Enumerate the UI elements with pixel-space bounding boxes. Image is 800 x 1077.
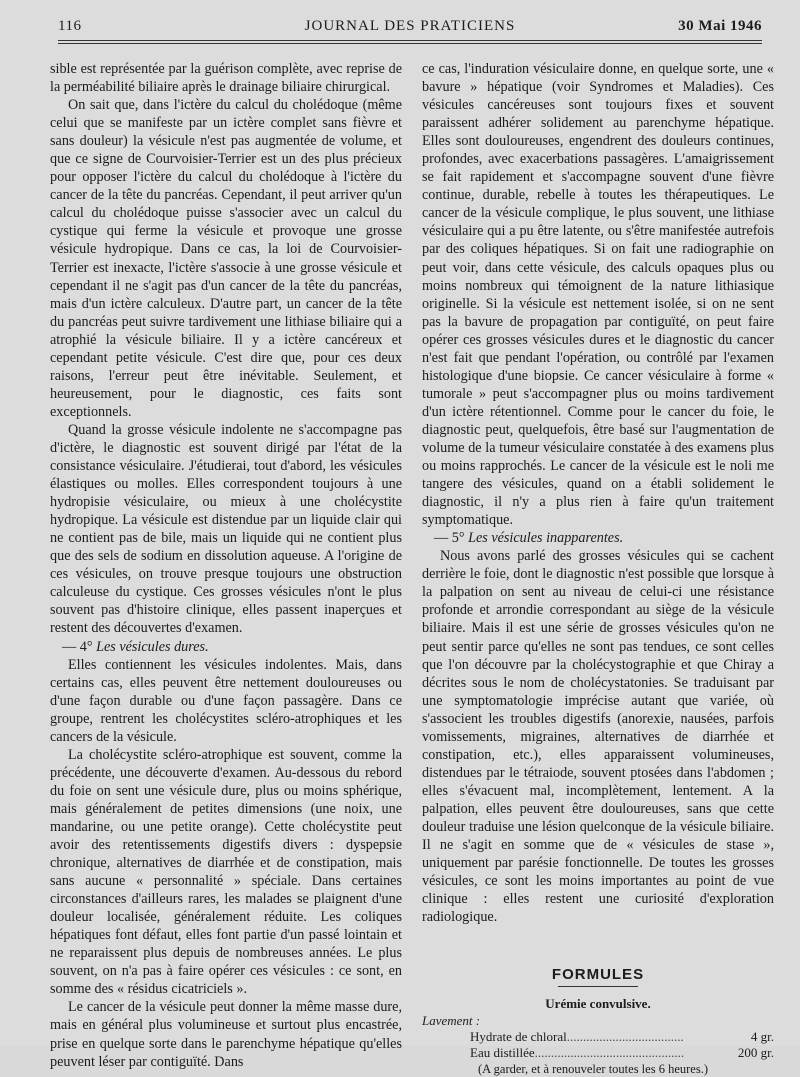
paragraph: Le cancer de la vésicule peut donner la même masse dure, mais en général plus volumineuse et surtout plus encastrée, prise en quelque sorte dans le parenchyme hépatique qu'elles peuvent léser par contiguïté. Dans [50,999,402,1070]
journal-title: JOURNAL DES PRATICIENS [304,18,516,34]
prescription-category: Lavement : [422,1013,481,1029]
formules-rule [558,986,638,987]
prescription-note: (A garder, et à renouveler toutes les 6 heures.) [478,1062,708,1077]
paragraph: Nous avons parlé des grosses vésicules qui se cachent derrière le foie, dont le diagnostic n'est possible que lorsque à la palpation on sent au niveau de celui-ci une résistance profonde et arrondie correspondant au siège de la vésicule biliaire. Mais il est une série de grosses vésicules qu'on ne peut sentir parce qu'elles ne sont pas tendues, ce sont celles que l'on découvre par la cholécystographie et que Chiray a décrites sous le nom de cholécystatonies. Se traduisant par une symptomatologie imprécise autant que variée, où s'associent les troubles digestifs (anorexie, nausées, parfois vomissements, migraines, alternatives de diarrhée et constipation, etc.), elles apparaissent volumineuses, distendues par le tétraiode, souvent ptosées dans l'abdomen ; elles s'évacuent mal, incomplètement, lentement. A la palpation, elles peuvent être douloureuses, sans que cette douleur traduise une lésion quelconque de la vésicule biliaire. Il ne s'agit en somme que de « vésicules de stase », uniquement par parésie fonctionnelle. De toutes les grosses vésicules, ce sont les moins importantes au point de vue clinique : elles restent une curiosité d'exploration radiologique. [422,548,774,926]
prescription-title: Urémie convulsive. [545,996,651,1012]
ingredient-name: Eau distillée [470,1045,535,1061]
formules-heading: FORMULES [551,966,645,984]
section-title: Les vésicules dures. [96,638,209,655]
section-heading-5 [422,529,774,547]
prescription-item [422,1029,774,1045]
paragraph: Quand la grosse vésicule indolente ne s'accompagne pas d'ictère, le diagnostic est souvent dirigé par l'état de la consistance vésiculaire. J'étudierai, tout d'abord, les vésicules élastiques ou molles. Elles correspondent toujours à une hydropisie vésiculaire, ou mieux à une cholécystite hydropique. La vésicule est distendue par un liquide clair qui ne contient pas de bile, mais un liquide qui ne contient plus que des sels de sodium en dissolution aqueuse. A l'origine de ces vésicules, on trouve presque toujours une obstruction calculeuse du cystique. Ces grosses vésicules n'ont le plus souvent pas d'histoire clinique, elles passent inaperçues et restent des découvertes d'examen. [50,421,402,637]
paragraph: sible est représentée par la guérison complète, avec reprise de la perméabilité biliaire après le drainage biliaire chirurgical. [50,61,402,96]
ingredient-name: Hydrate de chloral [470,1029,567,1045]
issue-date: 30 Mai 1946 [678,18,762,34]
page-header [58,14,762,40]
right-column [422,60,774,1077]
header-rule-double [58,43,762,44]
paragraph: La cholécystite scléro-atrophique est souvent, comme la précédente, une découverte d'examen. Au-dessous du rebord du foie on sent une vésicule dure, plus ou moins sphérique, mais généralement de petites dimensions (une noix, une mandarine, ou une petite orange). Cette cholécystite peut avoir des retentissements digestifs divers : dyspepsie chronique, alternatives de diarrhée et de constipation, mais sans aucune « personnalité » spéciale. Dans certaines circonstances d'ailleurs rares, les malades se plaignent d'une douleur localisée, généralement réduite. Les coliques hépatiques font défaut, elles font partie d'un passé lointain et ne reparaissent plus depuis de nombreuses années. Le plus souvent, on n'a pas à faire opérer ces vésicules : ce sont, en somme des « résidus cicatriciels ». [50,746,402,998]
leader-dots: .............................................. [534,1045,685,1061]
left-column [50,60,402,1071]
paragraph: Elles contiennent les vésicules indolentes. Mais, dans certains cas, elles peuvent être nettement douloureuses ou d'une façon durable ou d'une façon passagère. Dans ce groupe, rentrent les cholécystites scléro-atrophiques et les cancers de la vésicule. [50,656,402,745]
section-prefix: — 5° [434,530,469,547]
section-prefix: — 4° [62,638,97,655]
ingredient-quantity: 4 gr. [750,1029,774,1045]
section-title: Les vésicules inapparentes. [468,530,624,547]
paragraph: On sait que, dans l'ictère du calcul du cholédoque (même celui que se manifeste par un ictère complet sans fièvre et sans douleur) la vésicule n'est pas augmentée de volume, et que ce signe de Courvoisier-Terrier est un des plus précieux pour opposer l'ictère du calcul du cholédoque à l'ictère du cancer de la tête du pancréas. Cependant, il peut arriver qu'un calcul du cholédoque puisse s'associer avec un calcul du cystique qui ferme la vésicule et provoque une grosse vésicule hydropique. Dans ce cas, la loi de Courvoisier-Terrier est inexacte, l'ictère s'associe à une grosse vésicule et cependant il ne s'agit pas d'un cancer de la tête du pancréas, mais d'un ictère calculeux. D'autre part, un cancer de la tête du pancréas peut suivre tardivement une lithiase biliaire qui a atrophié la vésicule biliaire. Il y a ictère cancéreux et cependant petite vésicule. C'est dire que, pour ces deux raisons, l'erreur peut être inévitable. Seulement, et heureusement, pour le diagnostic, ces faits sont exceptionnels. [50,97,402,420]
paragraph: ce cas, l'induration vésiculaire donne, en quelque sorte, une « bavure » hépatique (voir Syndromes et Maladies). Ces vésicules cancéreuses sont toujours fixes et souvent paraissent adhérer solidement au parenchyme hépatique. Elles sont douloureuses, engendrent des douleurs continues, profondes, avec exacerbations passagères. L'amaigrissement se fait rapidement et s'accompagne souvent d'une fièvre continue, durable, rebelle à toutes les thérapeutiques. Le cancer de la vésicule complique, le plus souvent, une lithiase vésiculaire qui a pu être latente, ou s'être manifestée autrefois par des coliques hépatiques. Si on fait une radiographie on peut voir, dans cette vésicule, des calculs opaques plus ou moins nombreux qui témoignent de la nature lithiasique originelle. Si la vésicule est nettement isolée, si on ne sent pas la bavure de propagation par contiguïté, on peut faire opérer ces grosses vésicules dures et le diagnostic du cancer n'est fait que pendant l'opération, ou contrôlé par l'examen histologique d'une biopsie. Ce cancer vésiculaire à forme « tumorale » peut s'accompagner plus ou moins tardivement d'un ictère rétentionnel. Comme pour le cancer du foie, le diagnostic peut, quelquefois, être basé sur l'augmentation de volume de la tumeur vésiculaire constatée à des examens plus ou moins rapprochés. Le cancer de la vésicule est le noli me tangere des vésicules, quand on a établi solidement le diagnostic, il n'y a plus rien à faire qu'un traitement symptomatique. [422,61,774,529]
page-number: 116 [58,18,82,34]
ingredient-quantity: 200 gr. [737,1045,774,1061]
section-heading-4 [50,638,402,656]
leader-dots: .................................... [566,1029,684,1045]
prescription-item [422,1045,774,1061]
header-rule [58,40,762,41]
